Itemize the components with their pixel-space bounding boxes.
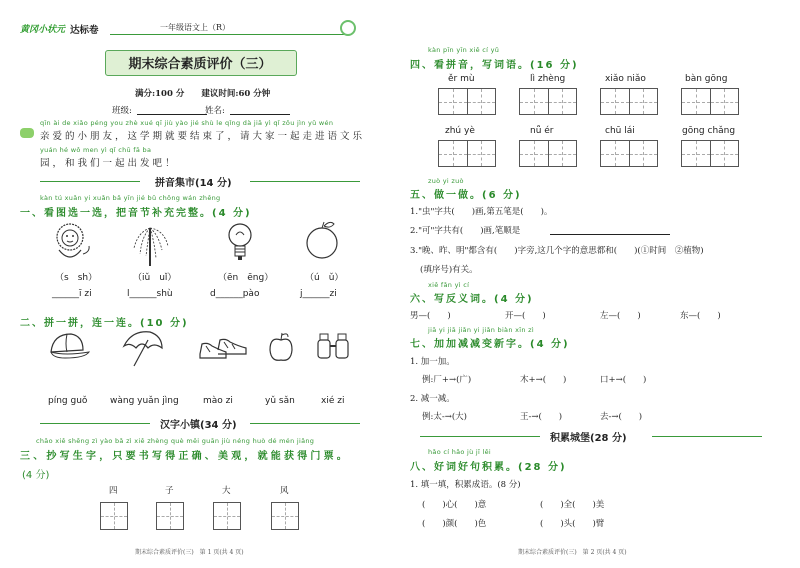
q2-word-4[interactable]: yǔ sǎn: [265, 396, 295, 406]
q1-blank-3[interactable]: d______pào: [210, 289, 260, 299]
q5-pinyin: zuò yi zuò: [428, 177, 464, 185]
shoes-picture: [198, 332, 248, 364]
q6-item-2[interactable]: 开—( ): [505, 311, 546, 321]
q5-stroke-order-field[interactable]: [550, 234, 670, 235]
q4-word-3: xiǎo niǎo: [605, 74, 646, 84]
apple-picture: [266, 330, 296, 365]
section-1-rule-right: [250, 181, 360, 182]
q8-title: 八、好词好句积累。(28 分): [410, 462, 567, 473]
q8-idiom-1[interactable]: ( )心( )意: [422, 500, 487, 510]
q1-title: 一、看图选一选，把音节补充完整。(4 分): [20, 208, 252, 219]
lion-picture: [45, 220, 95, 265]
q7-title: 七、加加减减变新字。(4 分): [410, 339, 570, 350]
grade-label: 一年级语文上（R）: [160, 23, 231, 32]
q3-char-3: 大: [222, 486, 231, 496]
q8-idiom-2[interactable]: ( )全( )美: [540, 500, 605, 510]
q3-title: 三、抄写生字，只要书写得正确、美观，就能获得门票。: [20, 451, 350, 462]
q5-item-3: 3."晚、昨、明"都含有( )字旁,这几个字的意思都和( )(①时间 ②植物): [410, 246, 704, 256]
q1-pinyin: kàn tú xuǎn yi xuǎn bǎ yīn jié bǔ chōng wán zhěng: [40, 194, 221, 202]
q6-item-3[interactable]: 左—( ): [600, 311, 641, 321]
q2-word-3[interactable]: mào zi: [203, 396, 233, 406]
q4-grid-3[interactable]: [600, 88, 658, 115]
q7-add-example: 例:厂+→(广): [422, 375, 472, 385]
q2-word-1[interactable]: píng guǒ: [48, 396, 88, 406]
binoculars-picture: [314, 330, 354, 362]
q3-grid-4[interactable]: [271, 502, 299, 530]
section-2-title: 汉字小镇(34 分): [160, 420, 237, 431]
left-footer: 期末综合素质评价(三) 第 1 页(共 4 页): [135, 549, 244, 556]
q6-item-4[interactable]: 东—( ): [680, 311, 721, 321]
orange-picture: [302, 218, 342, 263]
q3-char-4: 风: [280, 486, 289, 496]
q4-grid-1[interactable]: [438, 88, 496, 115]
q4-pinyin: kàn pīn yīn xiě cí yǔ: [428, 46, 500, 54]
section-2-rule-left: [40, 423, 150, 424]
q5-item-2: 2."可"字共有( )画,笔顺是: [410, 226, 521, 236]
q7-sub-example: 例:太-→(大): [422, 412, 467, 422]
q8-idiom-4[interactable]: ( )头( )臂: [540, 519, 605, 529]
umbrella-picture: [120, 328, 165, 368]
name-label: 姓名:: [205, 106, 225, 116]
cap-picture: [45, 330, 90, 365]
q6-item-1[interactable]: 男—( ): [410, 311, 451, 321]
q3-char-1: 四: [109, 486, 118, 496]
q2-word-2[interactable]: wàng yuǎn jìng: [110, 396, 179, 406]
q7-add-item-2[interactable]: 口+→( ): [600, 375, 647, 385]
exam-title: 期末综合素质评价（三）: [128, 57, 272, 72]
q3-grid-2[interactable]: [156, 502, 184, 530]
q5-item-1: 1."虫"字共( )画,第五笔是( )。: [410, 207, 553, 217]
header-swirl-icon: [340, 20, 356, 36]
section-3-rule-left: [420, 436, 540, 437]
q6-title: 六、写反义词。(4 分): [410, 294, 534, 305]
q4-word-2: lì zhèng: [530, 74, 566, 84]
section-3-title: 积累城堡(28 分): [550, 433, 627, 444]
q1-option-1: （s sh）: [55, 273, 98, 283]
brand-logo: 黄冈小状元: [20, 25, 66, 35]
q2-title: 二、拼一拼，连一连。(10 分): [20, 318, 189, 329]
class-field[interactable]: [137, 114, 207, 115]
intro-text-2: 园，和我们一起出发吧！: [40, 158, 178, 169]
q4-word-4: bàn gōng: [685, 74, 728, 84]
q3-pinyin: chāo xiě shēng zì yào bǎ zì xiě zhèng què měi guān jiù néng huò dé mén jiǎng: [36, 437, 315, 445]
q4-grid-8[interactable]: [681, 140, 739, 167]
q7-sub-2: 2. 减一减。: [410, 394, 455, 404]
q3-score: (4 分): [22, 470, 50, 481]
q4-title: 四、看拼音，写词语。(16 分): [410, 60, 579, 71]
section-1-title: 拼音集市(14 分): [155, 178, 232, 189]
q1-blank-2[interactable]: l______shù: [127, 289, 173, 299]
q7-add-item-1[interactable]: 木+→( ): [520, 375, 567, 385]
q2-word-5[interactable]: xié zi: [321, 396, 345, 406]
q1-blank-1[interactable]: ______ī zi: [52, 289, 92, 299]
q7-sub-item-2[interactable]: 去-→( ): [600, 412, 643, 422]
intro-pinyin-1: qīn ài de xiǎo péng you zhè xué qī jiù yào jié shù le qǐng dà jiā yì qǐ zǒu jìn yǔ wén: [40, 119, 334, 127]
q4-grid-2[interactable]: [519, 88, 577, 115]
intro-pinyin-2: yuán hé wǒ men yì qǐ chū fā ba: [40, 146, 152, 154]
q1-blank-4[interactable]: j______zi: [300, 289, 337, 299]
header-rule: [110, 34, 345, 35]
q5-title: 五、做一做。(6 分): [410, 190, 522, 201]
intro-text-1: 亲爱的小朋友，这学期就要结束了，请大家一起走进语文乐: [40, 131, 366, 142]
willow-tree-picture: [128, 218, 173, 268]
q3-grid-1[interactable]: [100, 502, 128, 530]
name-field[interactable]: [230, 114, 290, 115]
q4-grid-6[interactable]: [519, 140, 577, 167]
q8-idiom-3[interactable]: ( )颜( )色: [422, 519, 487, 529]
class-label: 班级:: [112, 106, 132, 116]
right-footer: 期末综合素质评价(三) 第 2 页(共 4 页): [518, 549, 627, 556]
intro-badge-icon: [20, 128, 34, 138]
q1-option-3: （ēn ēng）: [218, 273, 274, 283]
q4-word-8: gōng chǎng: [682, 126, 736, 136]
right-page: [400, 0, 800, 568]
section-3-rule-right: [652, 436, 762, 437]
q4-grid-7[interactable]: [600, 140, 658, 167]
section-1-rule-left: [40, 181, 140, 182]
q8-sub-1: 1. 填一填，积累成语。(8 分): [410, 480, 521, 490]
q4-word-7: chū lái: [605, 126, 635, 136]
q7-sub-item-1[interactable]: 王-→( ): [520, 412, 563, 422]
q3-char-2: 子: [165, 486, 174, 496]
q3-grid-3[interactable]: [213, 502, 241, 530]
q4-grid-5[interactable]: [438, 140, 496, 167]
q4-word-6: nǚ ér: [530, 126, 554, 136]
score-info: 满分:100 分 建议时间:60 分钟: [135, 89, 271, 99]
q4-word-5: zhú yè: [445, 126, 475, 136]
q6-pinyin: xiě fǎn yì cí: [428, 281, 470, 289]
q4-word-1: ěr mù: [448, 74, 475, 84]
q8-pinyin: hǎo cí hǎo jù jī lěi: [428, 448, 492, 456]
q7-sub-1: 1. 加一加。: [410, 357, 455, 367]
section-2-rule-right: [250, 423, 360, 424]
q7-pinyin: jiā yi jiā jiǎn yi jiǎn biàn xīn zì: [428, 326, 534, 334]
q1-option-2: （iǔ uǐ）: [133, 273, 177, 283]
q5-item-3b: (填序号)有关。: [420, 265, 478, 275]
q4-grid-4[interactable]: [681, 88, 739, 115]
series-label: 达标卷: [70, 25, 99, 36]
light-bulb-picture: [225, 220, 255, 265]
q1-option-4: （ú ǔ）: [305, 273, 344, 283]
